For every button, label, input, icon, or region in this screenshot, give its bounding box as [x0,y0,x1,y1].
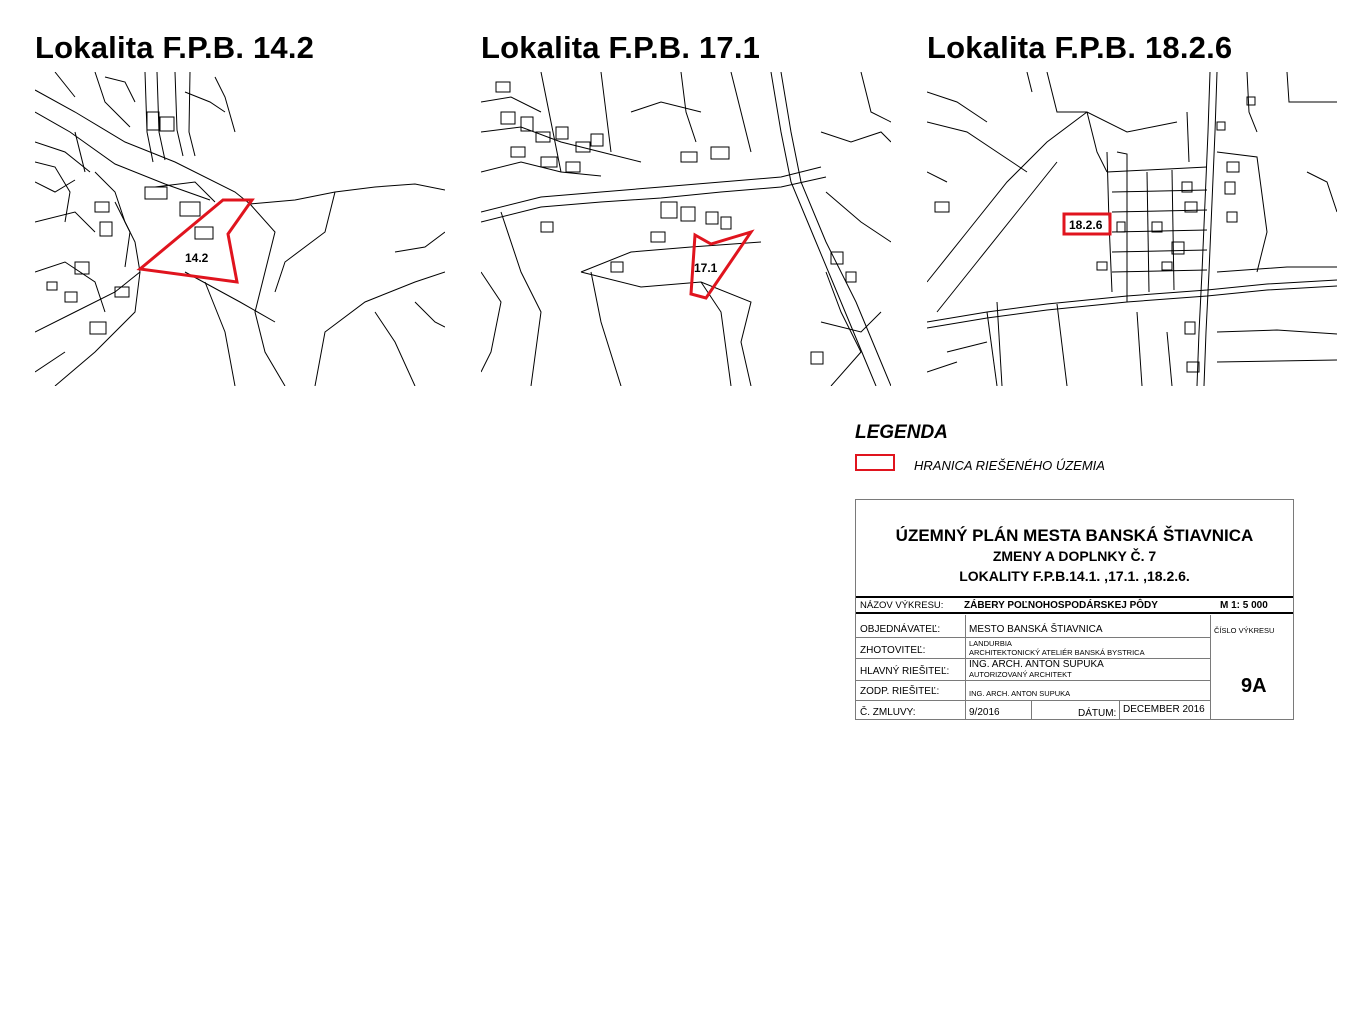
drawing-number: 9A [1241,675,1267,697]
column-divider [1210,615,1211,720]
client-value: MESTO BANSKÁ ŠTIAVNICA [969,624,1103,635]
map-title-17-1: Lokalita F.P.B. 17.1 [481,30,761,65]
column-divider [1031,700,1032,720]
plan-localities: LOKALITY F.P.B.14.1. ,17.1. ,18.2.6. [959,568,1190,584]
drawing-name: ZÁBERY POĽNOHOSPODÁRSKEJ PÔDY [964,600,1158,611]
title-block [855,499,1294,720]
contractor-line1: LANDURBIA [969,639,1012,648]
column-divider [965,615,966,720]
cadastral-map-17-1 [481,72,891,386]
plot-label-18-2-6: 18.2.6 [1069,218,1103,232]
map-panel-17-1[interactable] [481,72,891,386]
legend-boundary-label: HRANICA RIEŠENÉHO ÚZEMIA [914,458,1105,473]
legend-boundary-swatch [855,454,895,471]
map-title-14-2: Lokalita F.P.B. 14.2 [35,30,315,65]
date-value: DECEMBER 2016 [1123,704,1205,715]
cadastral-map-18-2-6 [927,72,1337,386]
map-title-18-2-6: Lokalita F.P.B. 18.2.6 [927,30,1233,65]
column-divider [1119,700,1120,720]
responsible-label: ZODP. RIEŠITEĽ: [860,686,940,697]
responsible-value: ING. ARCH. ANTON SUPUKA [969,689,1071,698]
row-divider [856,700,1211,701]
parcel-lines [35,72,445,386]
legend-title: LEGENDA [855,422,948,443]
plot-label-14-2: 14.2 [185,251,209,265]
drawing-number-label: ČÍSLO VÝKRESU [1214,626,1275,635]
contractor-line2: ARCHITEKTONICKÝ ATELIÉR BANSKÁ BYSTRICA [969,648,1145,657]
plan-heading: ÚZEMNÝ PLÁN MESTA BANSKÁ ŠTIAVNICA [895,526,1254,545]
chief-architect-label: HLAVNÝ RIEŠITEĽ: [860,666,950,677]
drawing-name-row [856,596,1293,614]
cadastral-map-14-2 [35,72,445,386]
drawing-name-label: NÁZOV VÝKRESU: [860,600,944,611]
building-footprints [47,112,213,334]
contract-label: Č. ZMLUVY: [860,707,916,718]
chief-architect-name: ING. ARCH. ANTON SUPUKA [969,659,1104,670]
date-label: DÁTUM: [1078,708,1117,719]
plot-label-17-1: 17.1 [694,261,718,275]
parcel-lines [481,72,891,386]
row-divider [856,637,1211,638]
map-panel-14-2[interactable] [35,72,445,386]
contractor-label: ZHOTOVITEĽ: [860,645,926,656]
plan-subheading: ZMENY A DOPLNKY Č. 7 [992,548,1157,564]
boundary-14-2[interactable] [140,200,252,282]
client-label: OBJEDNÁVATEĽ: [860,624,941,635]
drawing-scale: M 1: 5 000 [1220,600,1268,611]
building-footprints [496,82,856,364]
map-panel-18-2-6[interactable] [927,72,1337,386]
chief-architect-title: AUTORIZOVANÝ ARCHITEKT [969,670,1072,679]
parcel-lines [927,72,1337,386]
row-divider [856,680,1211,681]
contract-value: 9/2016 [969,707,1000,718]
